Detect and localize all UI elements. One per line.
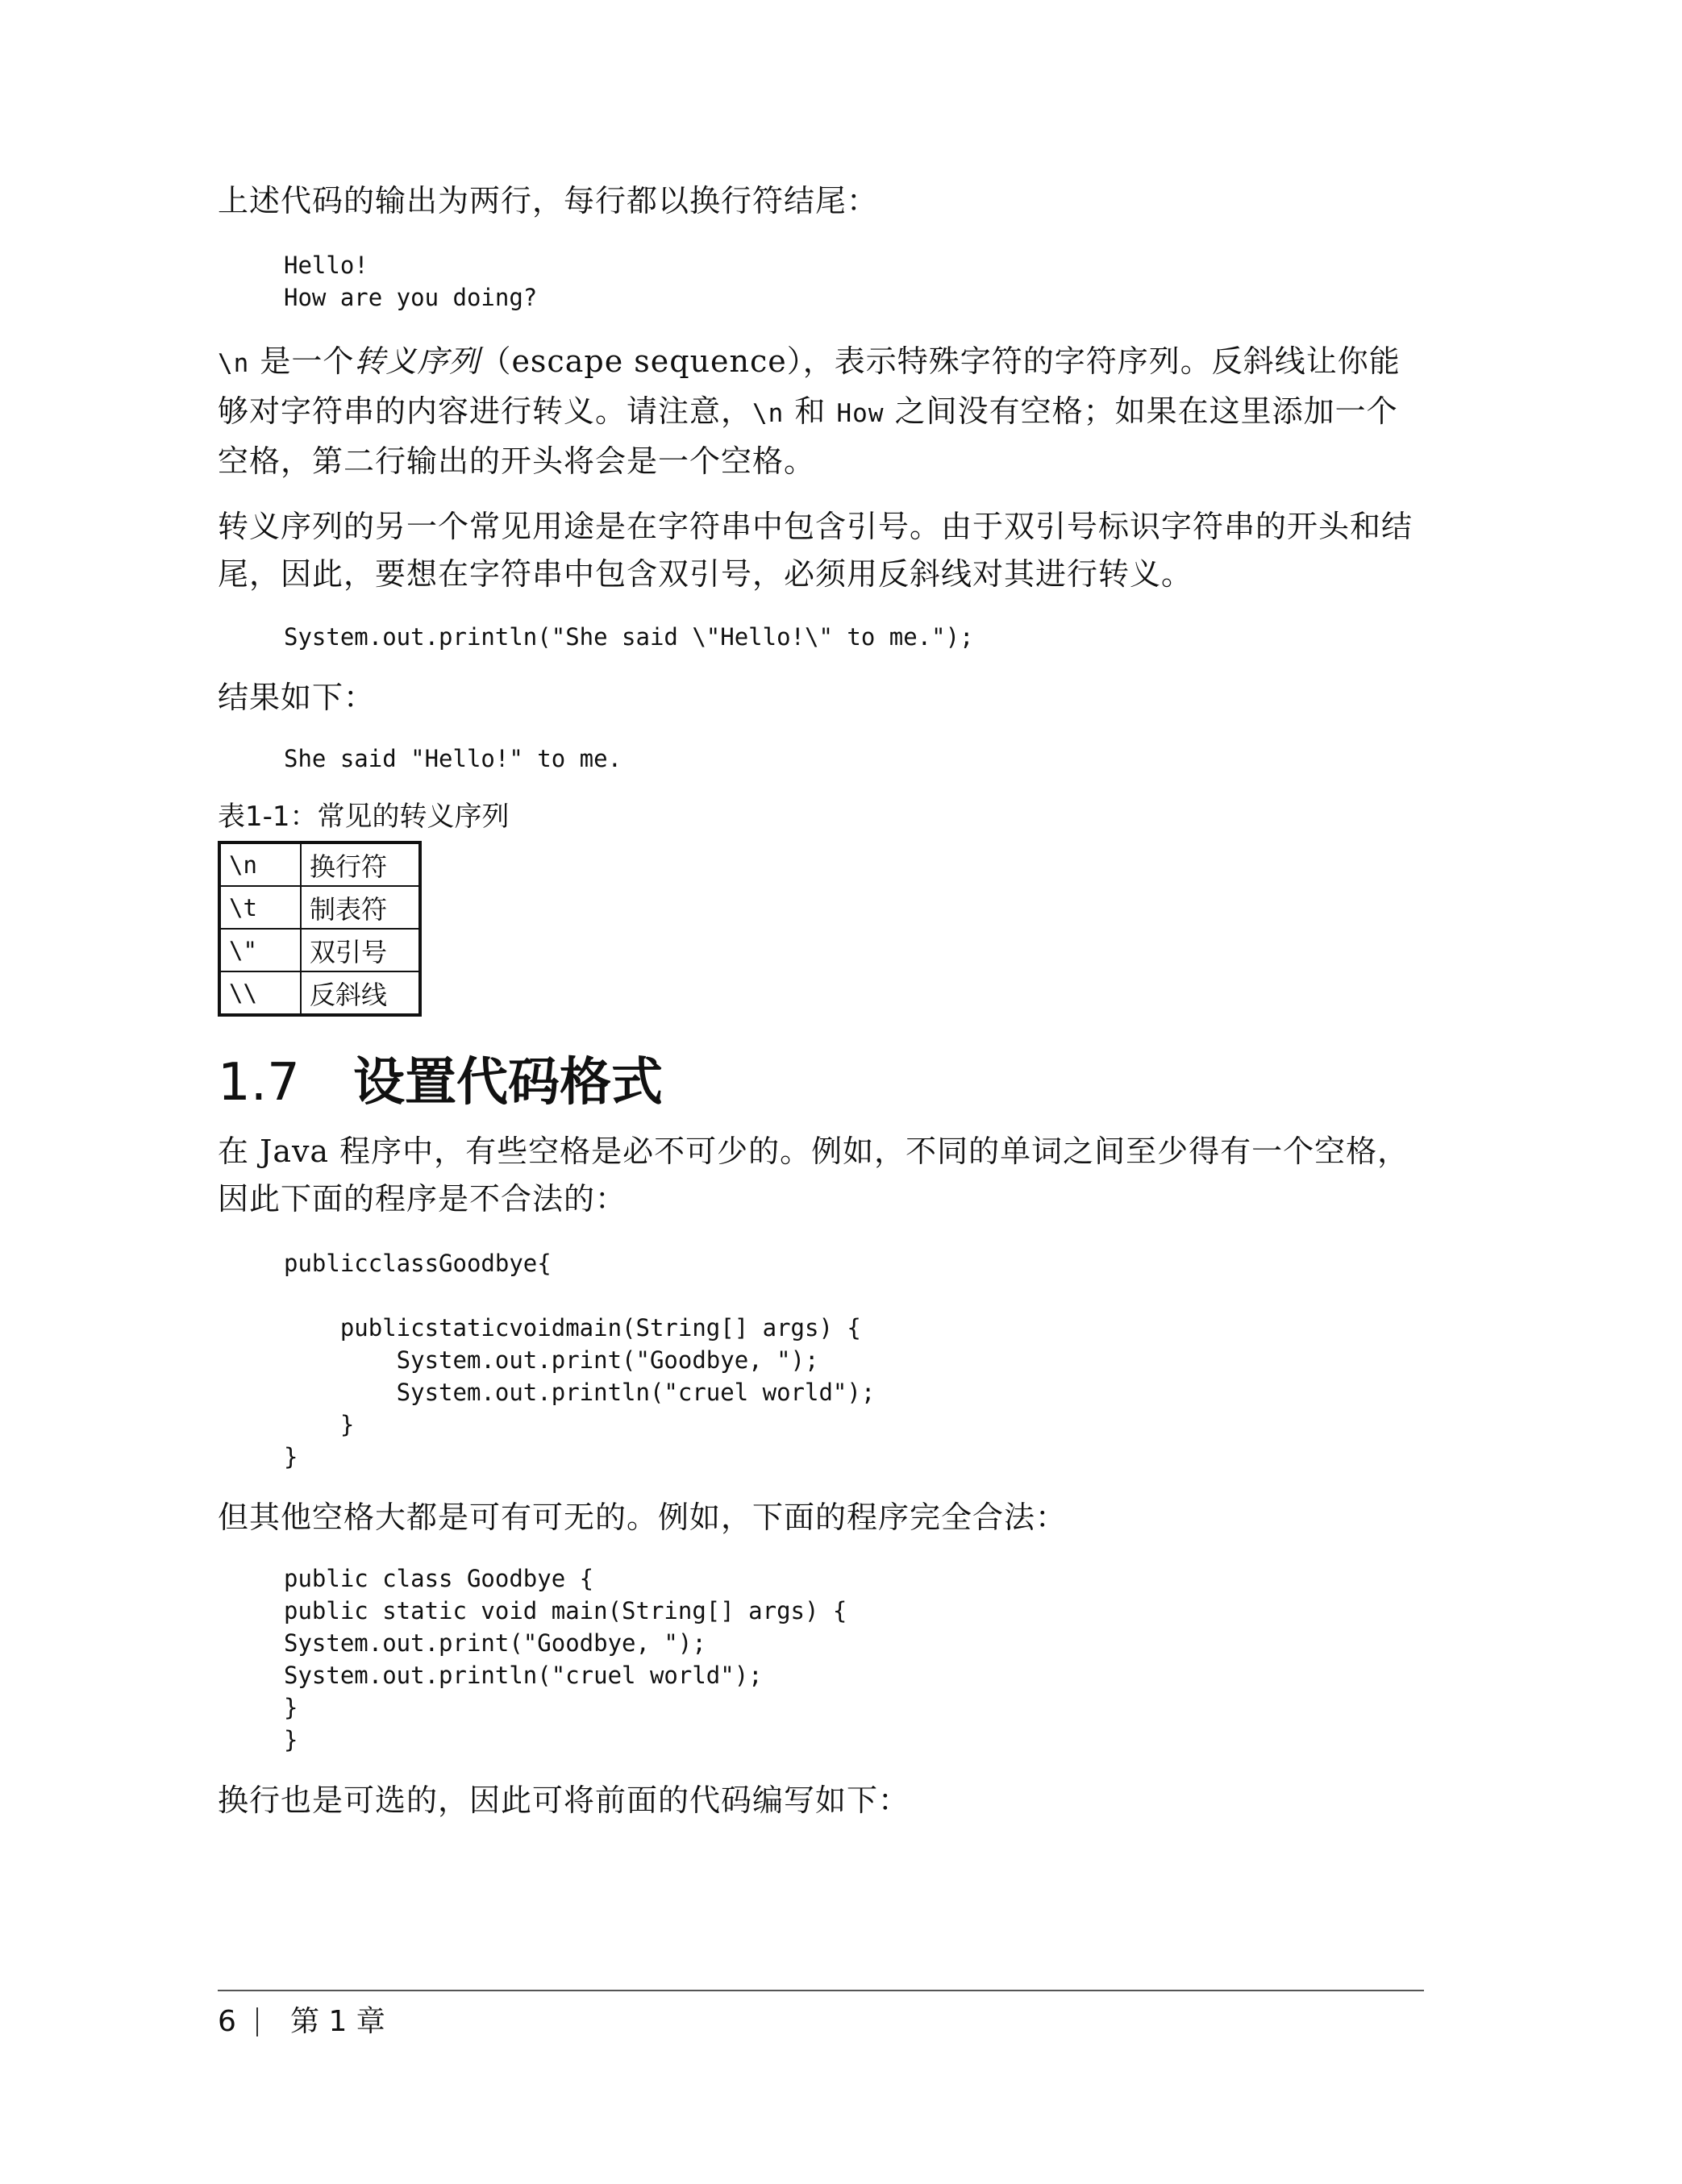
table-caption: 表1-1：常见的转义序列 <box>218 801 510 833</box>
escape-term: 转义序列 <box>354 343 481 379</box>
section-title-text: 设置代码格式 <box>353 1053 663 1113</box>
table-cell-meaning: 反斜线 <box>301 971 420 1015</box>
code-block-println: System.out.println("She said \"Hello!\" to me."); <box>284 623 974 651</box>
code-block-hello-output: Hello! How are you doing? <box>284 252 538 311</box>
table-row <box>219 886 420 929</box>
code-block-result: She said "Hello!" to me. <box>284 745 622 772</box>
table-cell-meaning: 双引号 <box>301 929 420 971</box>
inline-code-how: How <box>836 399 885 428</box>
table-cell-sequence: \t <box>219 886 301 929</box>
page-body <box>218 177 1424 1824</box>
quote-escape-paragraph: 转义序列的另一个常见用途是在字符串中包含引号。由于双引号标识字符串的开头和结尾，因此，要想在字符串中包含双引号，必须用反斜线对其进行转义。 <box>218 509 1413 592</box>
table-cell-sequence: \\ <box>219 971 301 1015</box>
optional-whitespace-paragraph: 但其他空格大都是可有可无的。例如，下面的程序完全合法： <box>218 1500 1068 1535</box>
chapter-label: 第 1 章 <box>290 2005 385 2038</box>
footer-separator <box>256 2007 258 2036</box>
whitespace-paragraph: 在 Java 程序中，有些空格是必不可少的。例如，不同的单词之间至少得有一个空格，因此下面的程序是不合法的： <box>218 1134 1409 1217</box>
escape-text-1: 是一个 <box>249 343 355 379</box>
escape-text-3: 和 <box>784 393 837 429</box>
inline-code-newline: \n <box>218 349 250 378</box>
table-cell-sequence: \" <box>219 929 301 971</box>
escape-text-4: 之间没有空格；如果在这里添加一个空格，第二行输出的开头将会是一个空格。 <box>218 393 1398 479</box>
page-number: 6 <box>218 2005 236 2038</box>
escape-sequence-paragraph <box>218 338 1424 485</box>
table-cell-meaning: 制表符 <box>301 886 420 929</box>
section-heading <box>218 1052 1424 1113</box>
table-cell-sequence: \n <box>219 842 301 886</box>
table-row <box>219 842 420 886</box>
inline-code-newline-2: \n <box>752 399 785 428</box>
escape-text-2: （escape sequence），表示特殊字符的字符序列。反斜线让你能够对字符串的内容进行转义。请注意， <box>218 343 1401 429</box>
escape-sequence-table <box>218 841 422 1017</box>
result-label: 结果如下： <box>218 680 376 715</box>
table-cell-meaning: 换行符 <box>301 842 420 886</box>
table-row <box>219 971 420 1015</box>
table-row <box>219 929 420 971</box>
page-footer <box>218 2003 385 2041</box>
newline-paragraph: 换行也是可选的，因此可将前面的代码编写如下： <box>218 1783 910 1818</box>
intro-output-paragraph: 上述代码的输出为两行，每行都以换行符结尾： <box>218 183 879 218</box>
code-block-legal: public class Goodbye { public static void main(String[] args) { System.out.print("Goodbye, "); System.out.println("cruel world"); } } <box>284 1565 847 1753</box>
code-block-illegal: publicclassGoodbye{ publicstaticvoidmain(String[] args) { System.out.print("Goodbye, "); System.out.println("cruel world"); } } <box>284 1250 876 1471</box>
footer-divider <box>218 1990 1424 1991</box>
section-number: 1.7 <box>218 1053 300 1113</box>
